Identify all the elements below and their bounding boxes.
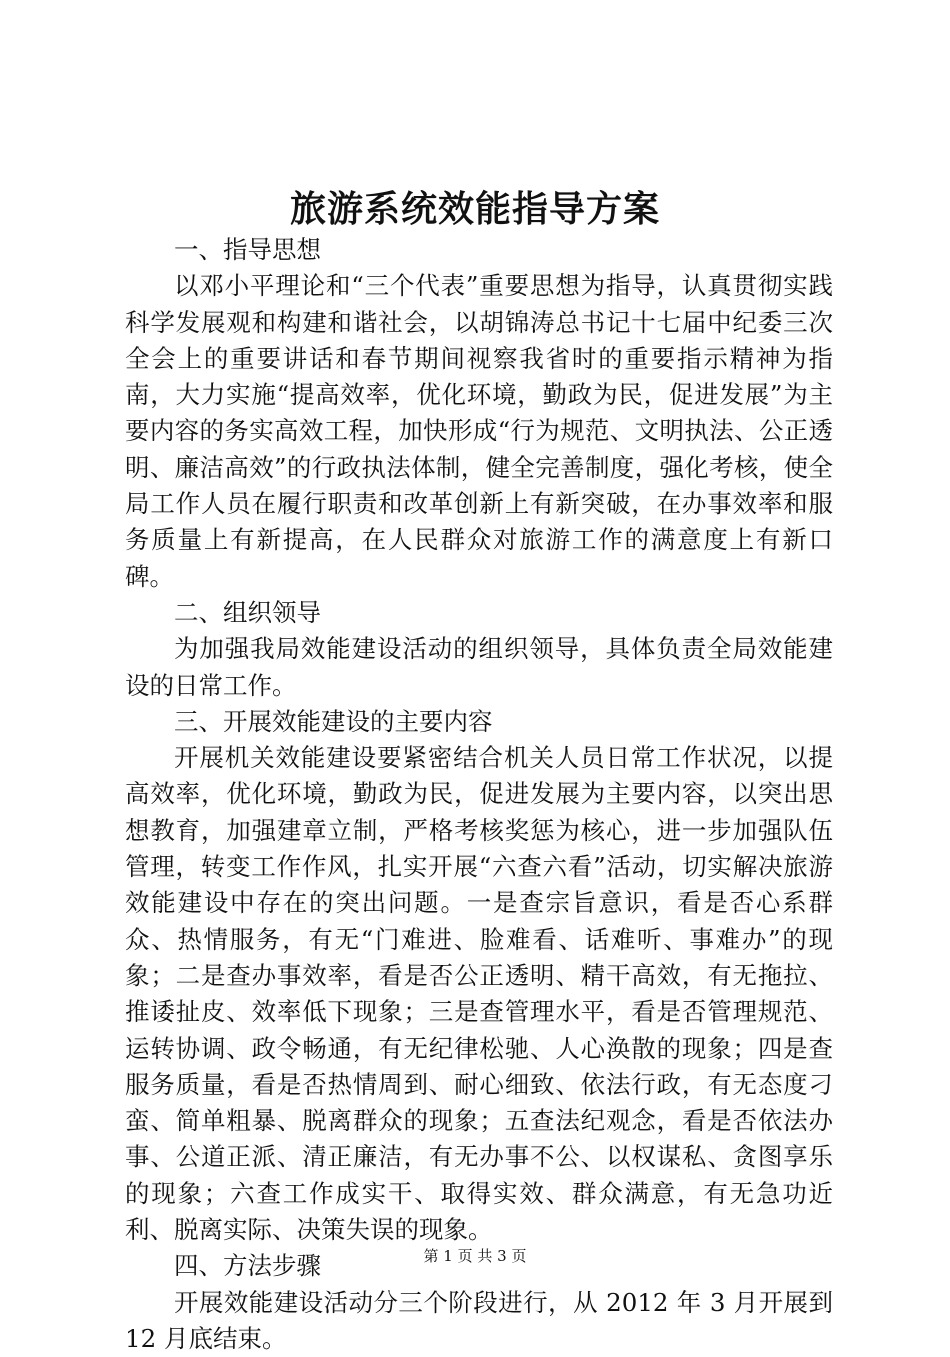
paragraph-organization: 为加强我局效能建设活动的组织领导，具体负责全局效能建设的日常工作。 bbox=[125, 634, 833, 700]
section-heading-guiding-ideology: 一、指导思想 bbox=[174, 235, 321, 264]
paragraph-guiding-ideology: 以邓小平理论和“三个代表”重要思想为指导，认真贯彻实践科学发展观和构建和谐社会，以胡锦涛总书记十七届中纪委三次全会上的重要讲话和春节期间视察我省时的重要指示精神为指南，大力实施“提高效率，优化环境，勤政为民，促进发展”为主要内容的务实高效工程，加快形成“行为规范、文明执法、公正透明、廉洁高效”的行政执法体制，健全完善制度，强化考核，使全局工作人员在履行职责和改革创新上有新突破，在办事效率和服务质量上有新提高，在人民群众对旅游工作的满意度上有新口碑。 bbox=[125, 271, 833, 591]
section-heading-organization: 二、组织领导 bbox=[174, 597, 321, 627]
section-heading-main-content: 三、开展效能建设的主要内容 bbox=[174, 706, 493, 736]
section-heading-methods: 四、方法步骤 bbox=[174, 1251, 321, 1281]
paragraph-main-content: 开展机关效能建设要紧密结合机关人员日常工作状况，以提高效率，优化环境，勤政为民，促进发展为主要内容，以突出思想教育，加强建章立制，严格考核奖惩为核心，进一步加强队伍管理，转变工作作风，扎实开展“六查六看”活动，切实解决旅游效能建设中存在的突出问题。一是查宗旨意识，看是否心系群众、热情服务，有无“门难进、脸难看、话难听、事难办”的现象；二是查办事效率，看是否公正透明、精干高效，有无拖拉、推诿扯皮、效率低下现象；三是查管理水平，看是否管理规范、运转协调、政令畅通，有无纪律松驰、人心涣散的现象；四是查服务质量，看是否热情周到、耐心细致、依法行政，有无态度刁蛮、简单粗暴、脱离群众的现象；五查法纪观念，看是否依法办事、公道正派、清正廉洁，有无办事不公、以权谋私、贪图享乐的现象；六查工作成实干、取得实效、群众满意，有无急功近利、脱离实际、决策失误的现象。 bbox=[125, 743, 833, 1245]
paragraph-methods: 开展效能建设活动分三个阶段进行，从 2012 年 3 月开展到 12 月底结束。 bbox=[125, 1287, 833, 1353]
document-body bbox=[125, 232, 833, 1357]
page-footer: 第 1 页 共 3 页 bbox=[423, 1247, 527, 1265]
document-title: 旅游系统效能指导方案 bbox=[289, 188, 660, 230]
